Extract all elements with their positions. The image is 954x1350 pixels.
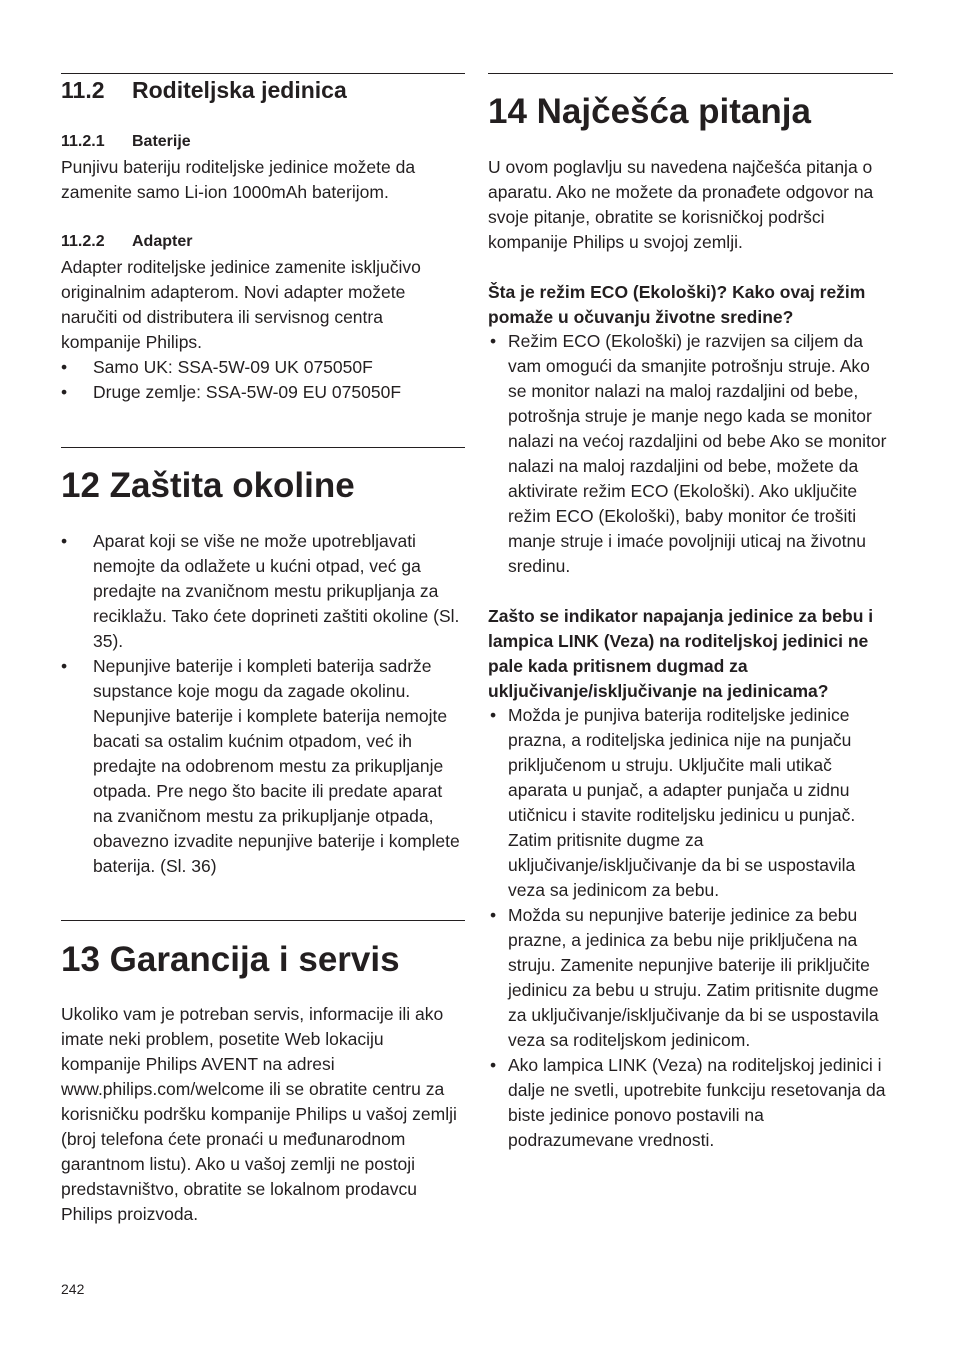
chapter-rule: [488, 73, 893, 74]
page-number: 242: [61, 1281, 85, 1297]
list-item: • Režim ECO (Ekološki) je razvijen sa ciljem da vam omogući da smanjite potrošnju struje. Ako se monitor nalazi na maloj razdaljini od bebe, potrošnja struje je manje nego kada se monitor nalazi na većoj razdaljini od bebe Ako se monitor nalazi na maloj razdaljini od bebe, možete da aktivirate režim ECO (Ekološki). Ako uključite režim ECO (Ekološki), baby monitor će trošiti manje struje i imaće povoljniji uticaj na životnu sredinu.: [488, 329, 893, 579]
faq-answer-list: [488, 329, 893, 579]
section-number: 11.2: [61, 77, 105, 103]
list-item: • Ako lampica LINK (Veza) na roditeljskoj jedinici i dalje ne svetli, upotrebite funkciju resetovanja da biste jedinice ponovo postavili na podrazumevane vrednosti.: [488, 1053, 893, 1153]
section-title: Baterije: [132, 133, 191, 150]
faq-intro-paragraph: U ovom poglavlju su navedena najčešća pitanja o aparatu. Ako ne možete da pronađete odgovor na svoje pitanje, obratite se korisničkoj podršci kompanije Philips u svojoj zemlji.: [488, 157, 874, 252]
list-item: • Možda je punjiva baterija roditeljske jedinice prazna, a roditeljska jedinica nije na punjaču priključenom u struju. Uključite mali utikač aparata u punjač, a adapter punjača u zidnu utičnicu i stavite roditeljsku jedinicu u punjač. Zatim pritisnite dugme za uključivanje/isključivanje da bi se uspostavila veza sa jedinicom za bebu.: [488, 703, 893, 903]
list-item: • Možda su nepunjive baterije jedinice za bebu prazne, a jedinica za bebu nije priključena na struju. Zamenite nepunjive baterije ili priključite jedinicu za bebu u struju. Zatim pritisnite dugme za uključivanje/isključivanje da bi se uspostavila veza sa roditeljskom jedinicom.: [488, 903, 893, 1053]
section-title: Roditeljska jedinica: [132, 77, 347, 103]
chapter-14-title: 14 Najčešća pitanja: [488, 92, 811, 131]
environment-list: [61, 529, 465, 879]
faq-question-power: Zašto se indikator napajanja jedinice za bebu i lampica LINK (Veza) na roditeljskoj jedinici ne pale kada pritisnem dugmad za uključivanje/isključivanje na jedinicama?: [488, 606, 874, 701]
faq-answer-list: [488, 703, 893, 1153]
batteries-paragraph: Punjivu bateriju roditeljske jedinice možete da zamenite samo Li-ion 1000mAh baterijom.: [61, 157, 416, 202]
section-11-2-1-heading: [61, 130, 465, 154]
warranty-paragraph: Ukoliko vam je potreban servis, informacije ili ako imate neki problem, posetite Web lokaciju kompanije Philips AVENT na adresi www.philips.com/welcome ili se obratite centru za korisničku podršku kompanije Philips u vašoj zemlji (broj telefona ćete pronaći u međunarodnom garantnom listu). Ako u vašoj zemlji ne postoji predstavništvo, obratite se lokalnom prodavcu Philips proizvoda.: [61, 1004, 457, 1224]
faq-question-eco: Šta je režim ECO (Ekološki)? Kako ovaj režim pomaže u očuvanju životne sredine?: [488, 282, 866, 327]
list-item: • Nepunjive baterije i kompleti baterija sadrže supstance koje mogu da zagade okolinu. Nepunjive baterije i komplete baterija nemojte bacati sa ostalim kućnim otpadom, već ih predajte na odobrenom mestu za prikupljanje otpada. Pre nego što bacite ili predate aparat na zvaničnom mestu za prikupljanje otpada, obavezno izvadite nepunjive baterije i komplete baterija. (Sl. 36): [61, 654, 465, 879]
list-item: • Samo UK: SSA-5W-09 UK 075050F: [61, 355, 465, 380]
adapter-list: [61, 355, 465, 405]
section-11-2-heading: [61, 75, 465, 105]
section-number: 11.2.2: [61, 233, 105, 250]
chapter-13-title: 13 Garancija i servis: [61, 940, 400, 979]
chapter-rule: [61, 447, 465, 448]
section-number: 11.2.1: [61, 133, 105, 150]
section-title: Adapter: [132, 233, 193, 250]
section-11-2-2-heading: [61, 230, 465, 254]
adapter-paragraph: Adapter roditeljske jedinice zamenite isključivo originalnim adapterom. Novi adapter možete naručiti od distributera ili servisnog centra kompanije Philips.: [61, 257, 421, 352]
chapter-rule: [61, 920, 465, 921]
section-rule: [61, 73, 465, 74]
list-item: • Druge zemlje: SSA-5W-09 EU 075050F: [61, 380, 465, 405]
chapter-12-title: 12 Zaštita okoline: [61, 466, 355, 505]
list-item: • Aparat koji se više ne može upotrebljavati nemojte da odlažete u kućni otpad, već ga predajte na zvaničnom mestu prikupljanja za reciklažu. Tako ćete doprineti zaštiti okoline (Sl. 35).: [61, 529, 465, 654]
